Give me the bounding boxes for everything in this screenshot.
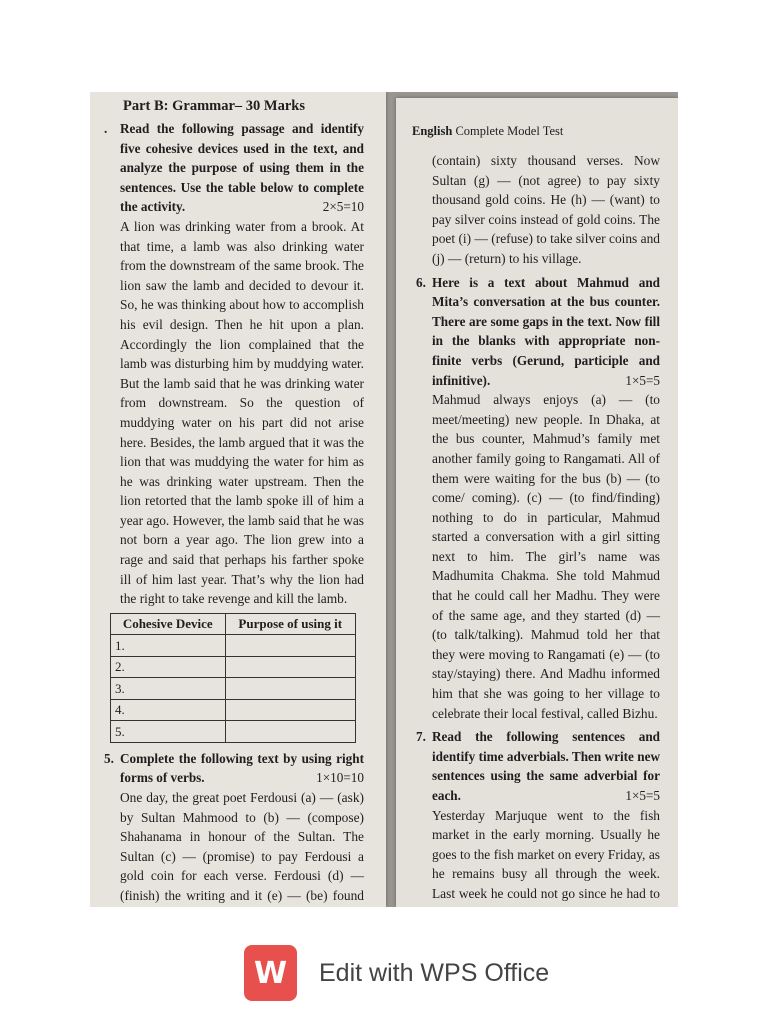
question-6-marks: 1×5=5	[625, 372, 660, 388]
cohesive-device-table	[110, 613, 356, 743]
row-number: 1.	[111, 635, 226, 657]
question-6-heading	[416, 273, 660, 391]
scanned-book-photo	[90, 92, 678, 907]
header-rest: Complete Model Test	[452, 124, 564, 138]
question-4-marks: 2×5=10	[322, 199, 364, 215]
header-book: English	[412, 124, 453, 138]
question-7-marks: 1×5=5	[625, 788, 660, 803]
question-6-number: 6.	[416, 274, 426, 290]
table-row	[111, 678, 356, 700]
wps-logo-icon[interactable]: W	[244, 945, 297, 1001]
row-number: 5.	[111, 721, 226, 743]
lion-lamb-passage: A lion was drinking water from a brook. At that time, a lamb was also drinking water from the downstream of the same brook. The lion saw the lamb and decided to devour it. So, he was thinking about how to accomplish his evil design. Then he hit upon a plan. Accordingly the lion complained that the lamb was disturbing him by muddying water. But the lamb said that he was drinking water from downstream. So the question of muddying water on his part did not arise here. Besides, the lamb argued that it was the lion that was muddying the water for him as he was drinking water upstream. Then the lion retorted that the lamb spoke ill of him a year ago. However, the lamb said that he was not born a year ago. The lion grew into a rage and said that perhaps his farther spoke ill of him last year. That’s why the lion had the right to take revenge and kill the lamb.	[120, 218, 364, 607]
row-blank	[225, 656, 355, 678]
question-7-text: Read the following sentences and identify time adverbials. Then write new sentences using the same adverbial for each.	[432, 729, 660, 803]
right-page	[396, 98, 678, 907]
row-blank	[225, 678, 355, 700]
question-7-heading	[416, 727, 660, 805]
mahmud-mita-text: Mahmud always enjoys (a) — (to meet/meeting) new people. In Dhaka, at the bus counter, Mahmud’s family met another family going to Rangamati. All of them were waiting for the bus (b) — (to come/ coming). (c) — (to find/finding) nothing to do in particular, Mahmud started a conversation with a girl sitting next to him. The girl’s name was Madhumita Chakma. She told Mahmud that he could call her Madhu. They were of the same age, and they started (d) — (to talk/talking). Mahmud told her that they were moving to Rangamati (e) — (to stay/staying) there. And Madhu informed him that she was going to her village to celebrate their local festival, called Bizhu.	[432, 392, 660, 721]
question-4-heading	[104, 119, 364, 217]
table-row	[111, 635, 356, 657]
left-page	[90, 92, 386, 907]
table-row	[111, 721, 356, 743]
row-number: 3.	[111, 678, 226, 700]
question-5-heading	[104, 749, 364, 788]
row-blank	[225, 699, 355, 721]
question-5-text: Complete the following text by using right forms of verbs.	[120, 750, 364, 786]
table-header-purpose: Purpose of using it	[225, 613, 355, 635]
question-5-marks: 1×10=10	[316, 770, 364, 786]
page-header	[412, 124, 660, 139]
wps-edit-banner[interactable]	[244, 944, 574, 1002]
table-row	[111, 656, 356, 678]
ferdousi-text: One day, the great poet Ferdousi (a) — (ask) by Sultan Mahmood to (b) — (compose) Shahanama in honour of the Sultan. The Sultan (c) — (promise) to pay Ferdousi a gold coin for each verse. Ferdousi (d) — (finish) the writing and it (e) — (be) found	[120, 790, 364, 903]
table-header-cohesive-device: Cohesive Device	[111, 613, 226, 635]
row-number: 2.	[111, 656, 226, 678]
question-6-text: Here is a text about Mahmud and Mita’s conversation at the bus counter. There are some gaps in the text. Now fill in the blanks with appropriate non-finite verbs (Gerund, participle and infinitive).	[432, 274, 660, 388]
continuation-text: (contain) sixty thousand verses. Now Sultan (g) — (not agree) to pay sixty thousand gold coins. He (h) — (want) to pay silver coins instead of gold coins. The poet (i) — (refuse) to take silver coins and (j) — (return) to his village.	[432, 153, 660, 266]
part-title: Part B: Grammar– 30 Marks	[122, 98, 305, 114]
row-number: 4.	[111, 699, 226, 721]
edit-with-wps-label[interactable]: Edit with WPS Office	[319, 958, 550, 987]
question-7-number: 7.	[416, 729, 426, 745]
question-5-number: 5.	[104, 750, 114, 766]
question-4-number: .	[104, 121, 108, 136]
row-blank	[225, 635, 355, 657]
question-4-text: Read the following passage and identify five cohesive devices used in the text, and analyze the purpose of using them in the sentences. Use the table below to complete the activity.	[120, 121, 364, 215]
row-blank	[225, 721, 355, 743]
table-row	[111, 699, 356, 721]
marjuque-text: Yesterday Marjuque went to the fish market in the early morning. Usually he goes to the fish market on every Friday, as he remains busy all through the week. Last week he could not go since he had to	[432, 807, 660, 901]
